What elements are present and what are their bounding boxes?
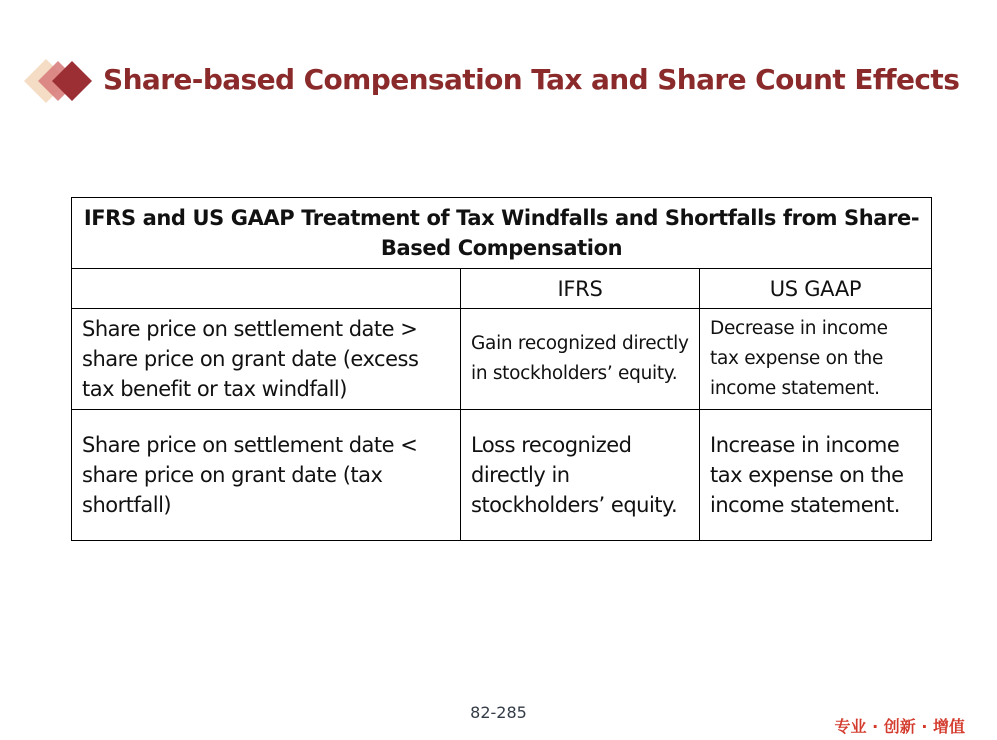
ifrs-cell-windfall: Gain recognized directly in stockholders’ equity. (461, 309, 700, 410)
table-caption: IFRS and US GAAP Treatment of Tax Windfalls and Shortfalls from Share-Based Compensation (72, 198, 932, 269)
treatment-table (71, 197, 932, 541)
brand-slogan: 专业 · 创新 · 增值 (834, 717, 965, 736)
ifrs-cell-shortfall: Loss recognized directly in stockholders’ equity. (461, 410, 700, 541)
column-header-empty (72, 269, 461, 309)
page-number: 82-285 (470, 703, 527, 722)
condition-cell-windfall: Share price on settlement date > share price on grant date (excess tax benefit or tax windfall) (72, 309, 461, 410)
stacked-diamonds-icon (22, 56, 102, 108)
column-header-us-gaap: US GAAP (700, 269, 932, 309)
condition-cell-shortfall: Share price on settlement date < share price on grant date (tax shortfall) (72, 410, 461, 541)
table-row (72, 410, 932, 541)
page-title: Share-based Compensation Tax and Share Count Effects (103, 63, 960, 96)
table-header-row (72, 269, 932, 309)
us-gaap-cell-shortfall: Increase in income tax expense on the income statement. (700, 410, 932, 541)
us-gaap-cell-windfall: Decrease in income tax expense on the income statement. (700, 309, 932, 410)
column-header-ifrs: IFRS (461, 269, 700, 309)
table-row (72, 309, 932, 410)
table-caption-row (72, 198, 932, 269)
